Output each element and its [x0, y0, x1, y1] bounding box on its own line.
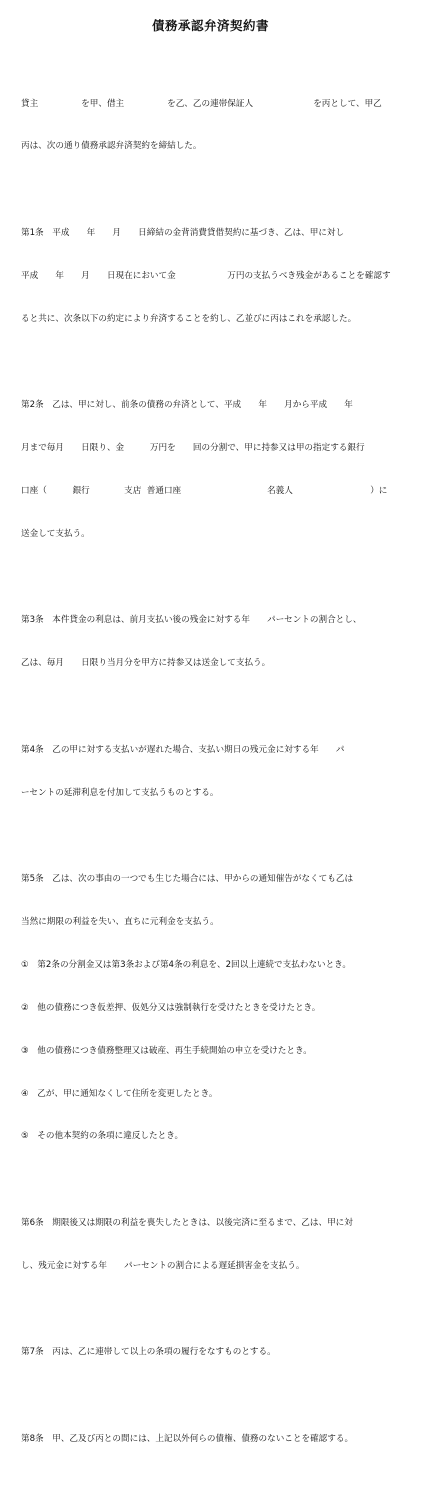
- article-1: [21, 197, 405, 354]
- intro-line: 貸主 を甲、借主 を乙、乙の連帯保証人 を丙として、甲乙: [21, 98, 382, 109]
- article-line: 第8条 甲、乙及び丙との間には、上記以外何らの債権、債務のないことを確認する。: [21, 1433, 354, 1444]
- intro-line: 丙は、次の通り債務承認弁済契約を締結した。: [21, 141, 202, 152]
- document-body: [21, 68, 405, 1490]
- article-line: 第4条 乙の甲に対する支払いが遅れた場合、支払い期日の残元金に対する年 パ: [21, 744, 345, 755]
- article-3: [21, 585, 405, 699]
- article-line: 第5条 乙は、次の事由の一つでも生じた場合には、甲からの通知催告がなくても乙は: [21, 874, 354, 885]
- article-line: ると共に、次条以下の約定により弁済することを約し、乙並びに丙はこれを承認した。: [21, 313, 357, 324]
- article-2: [21, 370, 405, 570]
- article-line: ーセントの延滞利息を付加して支払うものとする。: [21, 787, 219, 798]
- article-6: [21, 1187, 405, 1301]
- document-title: 債務承認弁済契約書: [151, 18, 269, 33]
- article-line: 第6条 期限後又は期限の利益を喪失したときは、以後完済に至るまで、乙は、甲に対: [21, 1217, 353, 1228]
- article-list-item: ③ 他の債務につき債務整理又は破産、再生手続開始の申立を受けたとき。: [21, 1045, 312, 1056]
- article-line: 平成 年 月 日現在において金 万円の支払うべき残金があることを確認す: [21, 270, 391, 281]
- article-7: [21, 1317, 405, 1388]
- article-5: [21, 844, 405, 1173]
- article-4: [21, 714, 405, 828]
- article-line: 口座（ 銀行 支店 普通口座 名義人 ）に: [21, 486, 388, 497]
- article-line: し、残元金に対する年 パーセントの割合による遅延損害金を支払う。: [21, 1260, 305, 1271]
- article-line: 第3条 本件貸金の利息は、前月支払い後の残金に対する年 パーセントの割合とし、: [21, 615, 362, 626]
- article-list-item: ① 第2条の分割金又は第3条および第4条の利息を、2回以上連続で支払わないとき。: [21, 959, 352, 970]
- article-line: 送金して支払う。: [21, 528, 90, 539]
- article-line: 乙は、毎月 日限り当月分を甲方に持参又は送金して支払う。: [21, 658, 271, 669]
- article-list-item: ④ 乙が、甲に通知なくして住所を変更したとき。: [21, 1088, 218, 1099]
- article-line: 第1条 平成 年 月 日締結の金背消費貸借契約に基づき、乙は、甲に対し: [21, 227, 345, 238]
- article-8: [21, 1403, 405, 1474]
- intro-paragraph: [21, 68, 405, 182]
- article-line: 当然に期限の利益を失い、直ちに元利金を支払う。: [21, 917, 219, 928]
- article-line: 月まで毎月 日限り、金 万円を 回の分割で、甲に持参又は甲の指定する銀行: [21, 443, 365, 454]
- article-list-item: ⑤ その他本契約の条項に違反したとき。: [21, 1131, 184, 1142]
- article-list-item: ② 他の債務につき仮差押、仮処分又は強制執行を受けたときを受けたとき。: [21, 1002, 321, 1013]
- article-line: 第7条 丙は、乙に連帯して以上の条項の履行をなすものとする。: [21, 1347, 276, 1358]
- article-line: 第2条 乙は、甲に対し、前条の債務の弁済として、平成 年 月から平成 年: [21, 400, 353, 411]
